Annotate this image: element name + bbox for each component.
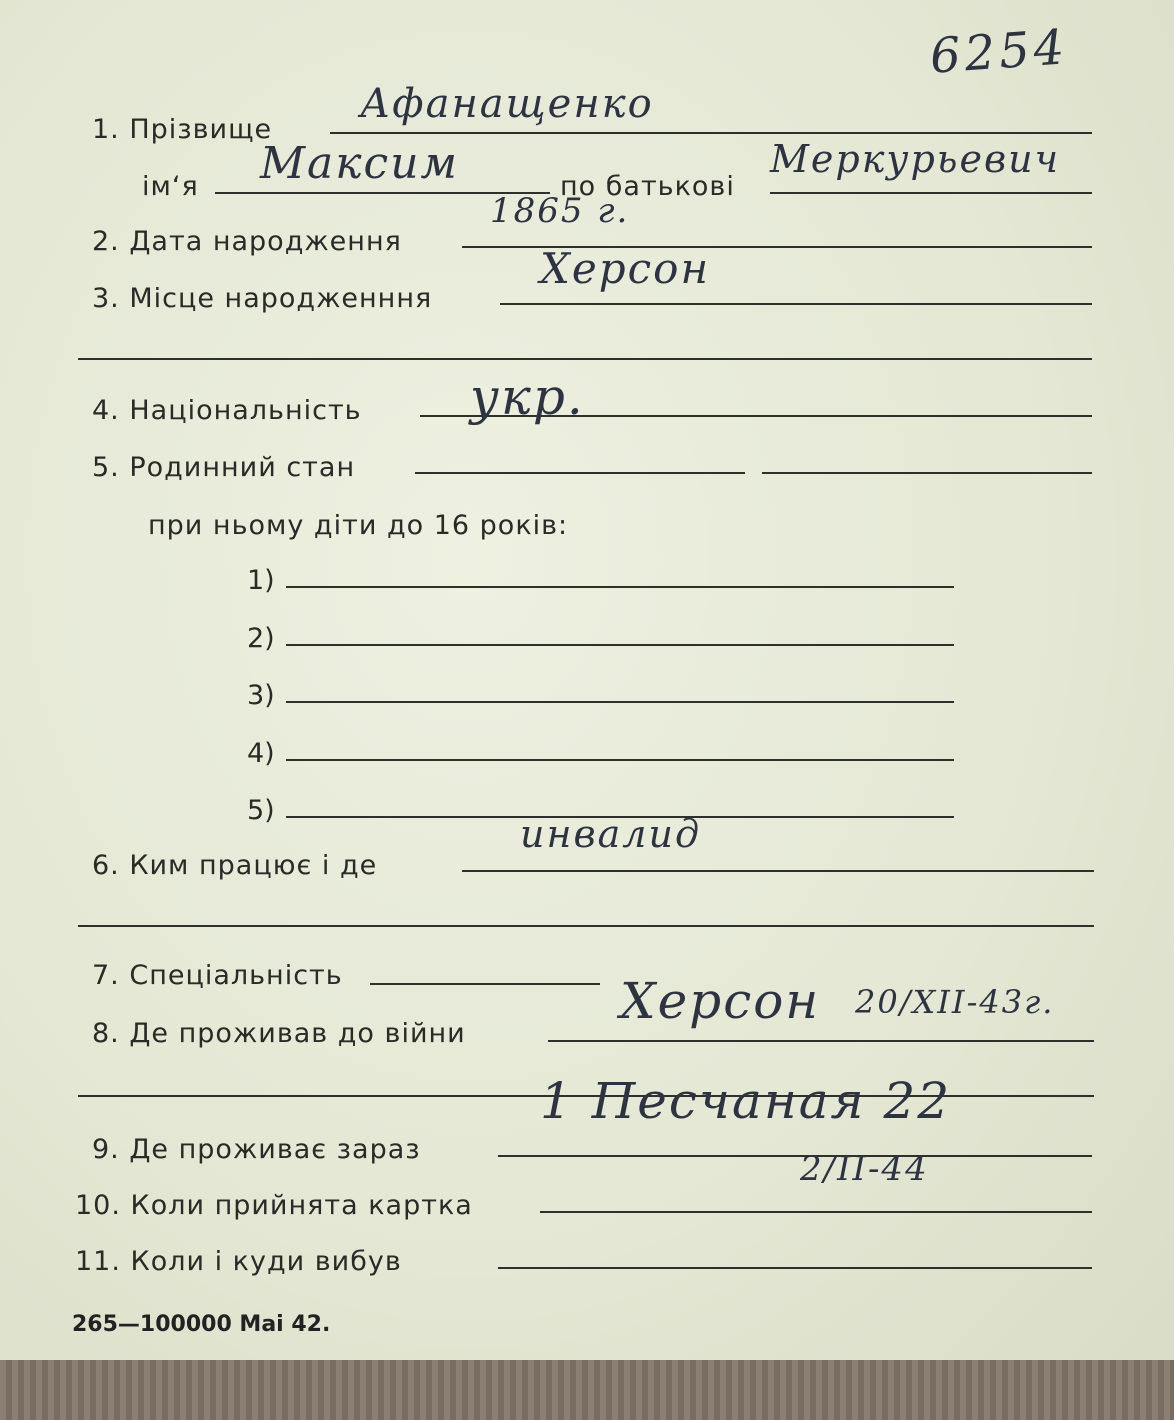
speciality-line [370, 983, 600, 985]
occupation-line [462, 870, 1094, 872]
card-number: 6254 [928, 19, 1070, 85]
background-surface [0, 1360, 1174, 1420]
current-address-value: 1 Песчаная 22 [540, 1072, 952, 1130]
surname-value: Афанащенко [360, 81, 654, 127]
children-label: при ньому діти до 16 років: [148, 510, 569, 541]
family-status-line-2 [762, 472, 1092, 474]
child-4-label: 4) [247, 738, 275, 769]
child-2-line [286, 644, 954, 646]
occupation-value: инвалид [520, 812, 702, 856]
nationality-value: укр. [470, 368, 585, 426]
nationality-label: 4. Національність [92, 395, 362, 426]
card-accepted-line [540, 1211, 1092, 1213]
birth-place-value: Херсон [540, 244, 711, 293]
print-run-note: 265—100000 Mai 42. [72, 1312, 331, 1337]
prewar-residence-value: Херсон [620, 972, 821, 1030]
birth-place-label: 3. Місце народженння [92, 283, 433, 314]
patronymic-value: Меркурьевич [770, 137, 1061, 181]
surname-label: 1. Прізвище [92, 114, 273, 145]
speciality-label: 7. Спеціальність [92, 960, 343, 991]
departure-line [498, 1267, 1092, 1269]
birth-date-label: 2. Дата народження [92, 226, 402, 257]
family-status-label: 5. Родинний стан [92, 452, 356, 483]
first-name-value: Максим [260, 138, 460, 189]
departure-label: 11. Коли і куди вибув [75, 1246, 402, 1277]
surname-line [330, 132, 1092, 134]
current-residence-line [498, 1155, 1092, 1157]
current-residence-label: 9. Де проживає зараз [92, 1134, 421, 1165]
patronymic-line [770, 192, 1092, 194]
child-1-label: 1) [247, 565, 275, 596]
blank-line-1 [78, 358, 1092, 360]
child-1-line [286, 586, 954, 588]
child-3-label: 3) [247, 680, 275, 711]
child-4-line [286, 759, 954, 761]
family-status-line-1 [415, 472, 745, 474]
occupation-label: 6. Ким працює і де [92, 850, 378, 881]
child-5-label: 5) [247, 795, 275, 826]
patronymic-label: по батькові [560, 171, 735, 202]
first-name-label: ім‘я [142, 171, 199, 202]
birth-date-value: 1865 г. [490, 191, 630, 231]
prewar-residence-label: 8. Де проживав до війни [92, 1018, 466, 1049]
birth-place-line [500, 303, 1092, 305]
child-3-line [286, 701, 954, 703]
card-accepted-value: 2/II-44 [800, 1149, 929, 1189]
blank-line-2 [78, 925, 1094, 927]
card-accepted-label: 10. Коли прийнята картка [75, 1190, 473, 1221]
prewar-date-value: 20/XII-43г. [855, 983, 1055, 1021]
child-2-label: 2) [247, 623, 275, 654]
prewar-residence-line [548, 1040, 1094, 1042]
